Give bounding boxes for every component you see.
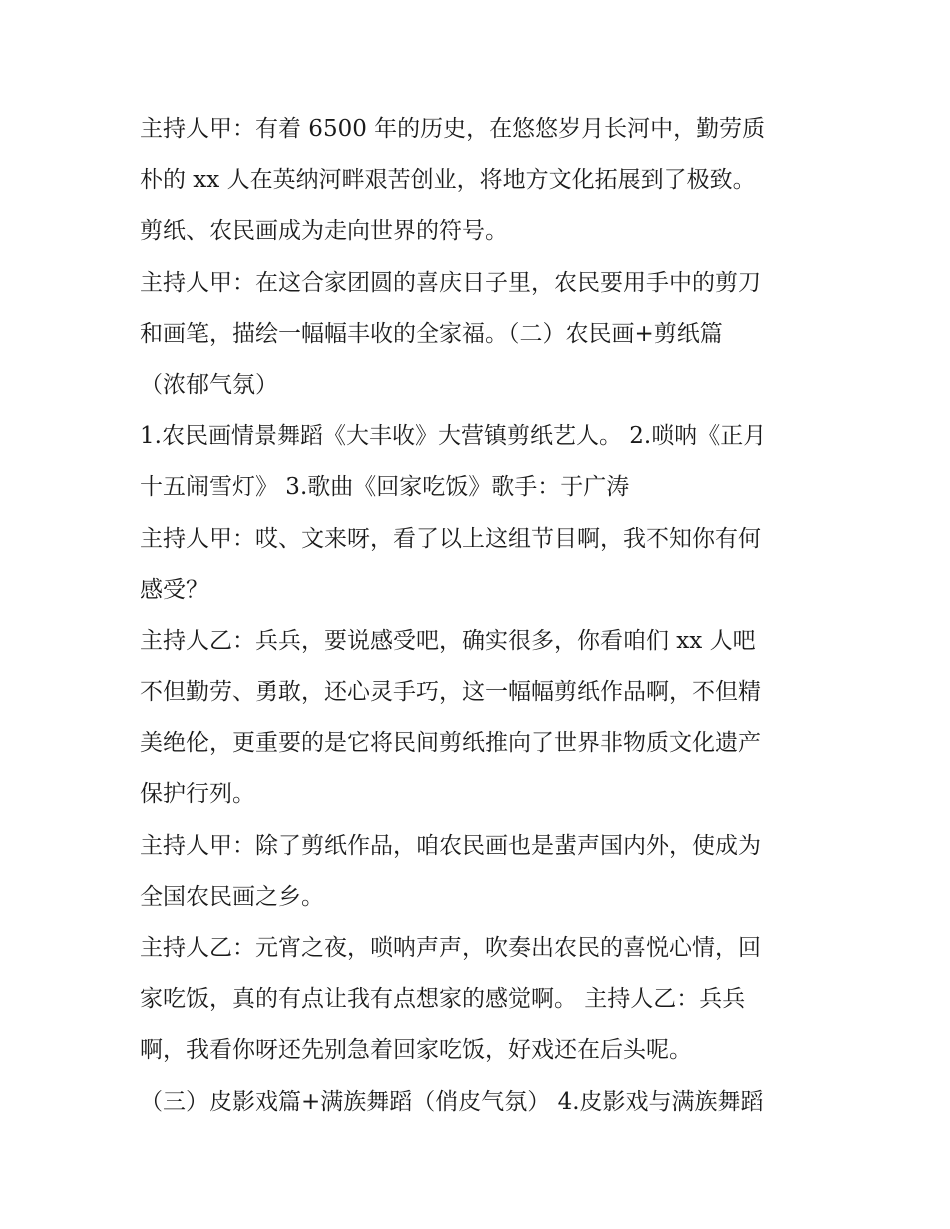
document-body — [140, 104, 820, 1128]
text-line: 不但勤劳、勇敢，还心灵手巧，这一幅幅剪纸作品啊，不但精 — [140, 679, 761, 706]
text-line: 保护行列。 — [140, 781, 255, 808]
text-line: （三）皮影戏篇+满族舞蹈（俏皮气氛） 4.皮影戏与满族舞蹈 — [140, 1088, 764, 1115]
text-line: 和画笔，描绘一幅幅丰收的全家福。（二）农民画+剪纸篇 — [140, 320, 723, 347]
text-line: 感受？ — [140, 576, 209, 603]
text-line: 主持人甲：除了剪纸作品，咱农民画也是蜚声国内外，使成为 — [140, 832, 761, 859]
text-line: 十五闹雪灯》 3.歌曲《回家吃饭》歌手：于广涛 — [140, 474, 630, 501]
text-line: 主持人甲：有着 6500 年的历史，在悠悠岁月长河中，勤劳质 — [140, 116, 766, 142]
text-line: 朴的 xx 人在英纳河畔艰苦创业，将地方文化拓展到了极致。 — [140, 167, 756, 194]
text-line: 主持人甲：哎、文来呀，看了以上这组节目啊，我不知你有何 — [140, 525, 761, 552]
text-line: 全国农民画之乡。 — [140, 883, 324, 910]
text-line: 家吃饭，真的有点让我有点想家的感觉啊。 主持人乙：兵兵 — [140, 986, 746, 1013]
text-line: 主持人乙：兵兵，要说感受吧，确实很多，你看咱们 xx 人吧 — [140, 627, 756, 654]
text-line: 美绝伦，更重要的是它将民间剪纸推向了世界非物质文化遗产 — [140, 730, 761, 757]
text-line: 1.农民画情景舞蹈《大丰收》大营镇剪纸艺人。 2.唢呐《正月 — [140, 423, 767, 450]
text-line: 主持人甲：在这合家团圆的喜庆日子里，农民要用手中的剪刀 — [140, 269, 761, 296]
text-line: 剪纸、农民画成为走向世界的符号。 — [140, 218, 508, 245]
text-line: 主持人乙：元宵之夜，唢呐声声，吹奏出农民的喜悦心情，回 — [140, 935, 761, 961]
text-line: （浓郁气氛） — [140, 371, 278, 398]
text-line: 啊，我看你呀还先别急着回家吃饭，好戏还在后头呢。 — [140, 1037, 692, 1064]
